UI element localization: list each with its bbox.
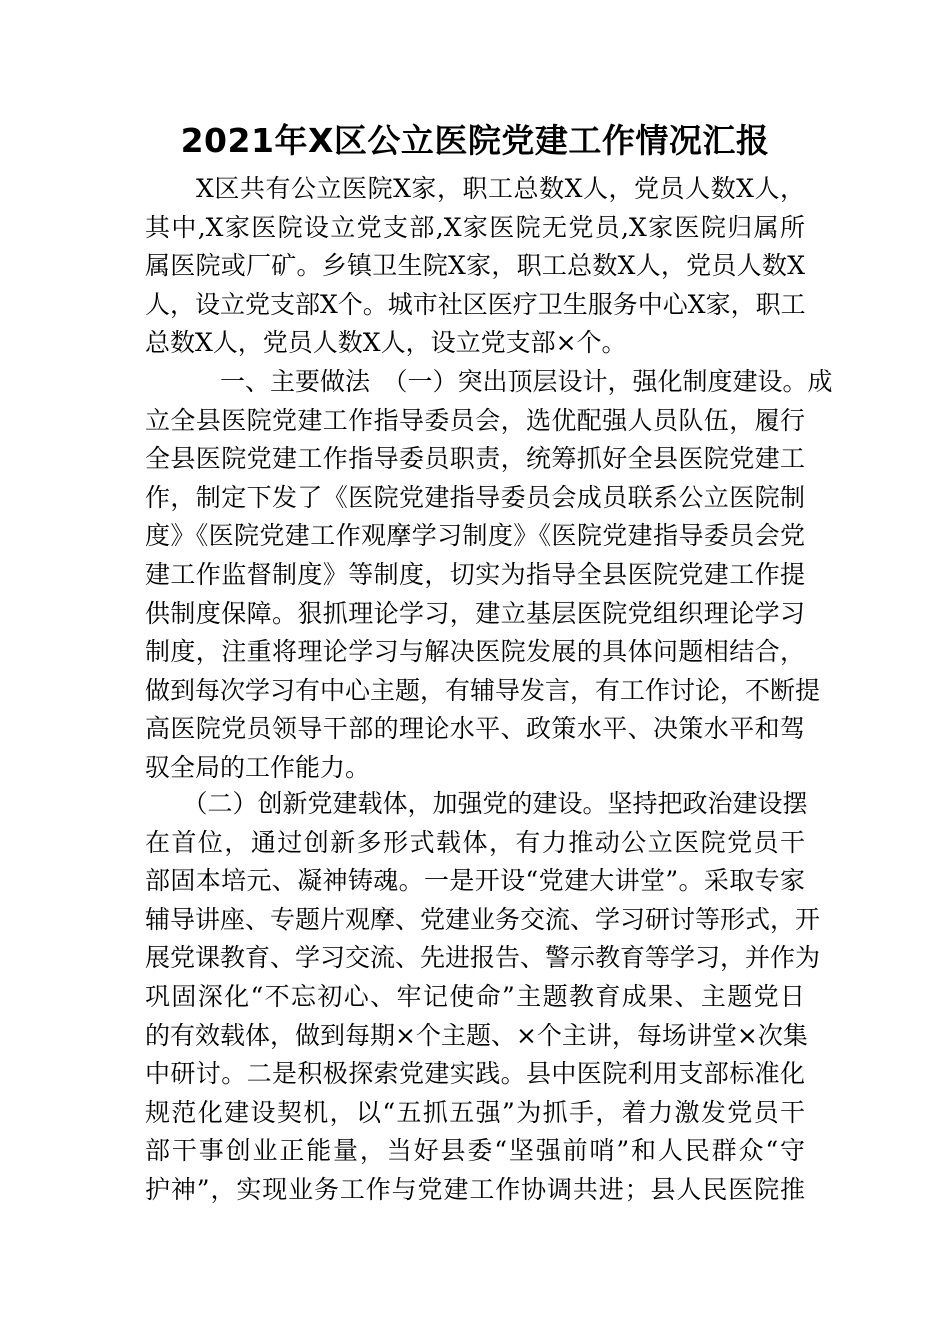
document-title: 2021年X区公立医院党建工作情况汇报: [180, 121, 770, 160]
text-line: X区共有公立医院X家，职工总数X人，党员人数X人，: [145, 174, 805, 203]
text-line: （二）创新党建载体，加强党的建设。坚持把政治建设摆: [145, 789, 808, 818]
text-line: 做到每次学习有中心主题，有辅导发言，有工作讨论，不断提: [145, 675, 821, 705]
text-line: 规范化建设契机，以“五抓五强”为抓手，着力激发党员干: [145, 1097, 805, 1127]
text-line: 展党课教育、学习交流、先进报告、警示教育等学习，并作为: [145, 943, 821, 973]
text-line: 驭全局的工作能力。: [145, 752, 371, 782]
text-line: 巩固深化“不忘初心、牢记使命”主题教育成果、主题党日: [145, 981, 805, 1011]
paragraph-innovation: [145, 785, 821, 1210]
text-line: 的有效载体，做到每期×个主题、×个主讲，每场讲堂×次集: [145, 1020, 808, 1050]
text-line: 高医院党员领导干部的理论水平、政策水平、决策水平和驾: [145, 714, 805, 744]
text-line: 全县医院党建工作指导委员职责，统筹抓好全县医院党建工: [145, 444, 805, 474]
text-line: 一、主要做法 （一）突出顶层设计，强化制度建设。成: [145, 367, 833, 396]
text-line: 部固本培元、凝神铸魂。一是开设“党建大讲堂”。采取专家: [145, 866, 805, 896]
text-line: 护神”，实现业务工作与党建工作协调共进；县人民医院推: [145, 1174, 805, 1204]
paragraph-overview: [145, 170, 805, 363]
text-line: 中研讨。二是积极探索党建实践。县中医院利用支部标准化: [145, 1059, 805, 1089]
text-line: 总数X人，党员人数X人，设立党支部×个。: [145, 328, 627, 358]
text-line: 属医院或厂矿。乡镇卫生院X家，职工总数X人，党员人数X: [145, 251, 805, 281]
text-line: 度》《医院党建工作观摩学习制度》《医院党建指导委员会党: [145, 521, 805, 551]
text-line: 作，制定下发了《医院党建指导委员会成员联系公立医院制: [145, 482, 805, 512]
text-line: 建工作监督制度》等制度，切实为指导全县医院党建工作提: [145, 559, 805, 589]
text-line: 立全县医院党建工作指导委员会，选优配强人员队伍，履行: [145, 405, 805, 435]
paragraph-main-practices: [145, 363, 833, 788]
text-line: 供制度保障。狠抓理论学习，建立基层医院党组织理论学习: [145, 598, 805, 628]
text-line: 其中,X家医院设立党支部,X家医院无党员,X家医院归属所: [145, 212, 805, 242]
text-line: 辅导讲座、专题片观摩、党建业务交流、学习研讨等形式，开: [145, 904, 821, 934]
text-line: 部干事创业正能量，当好县委“坚强前哨”和人民群众“守: [145, 1136, 805, 1166]
text-line: 在首位，通过创新多形式载体，有力推动公立医院党员干: [145, 827, 805, 857]
text-line: 人，设立党支部X个。城市社区医疗卫生服务中心X家，职工: [145, 289, 806, 319]
text-line: 制度，注重将理论学习与解决医院发展的具体问题相结合，: [145, 637, 805, 667]
